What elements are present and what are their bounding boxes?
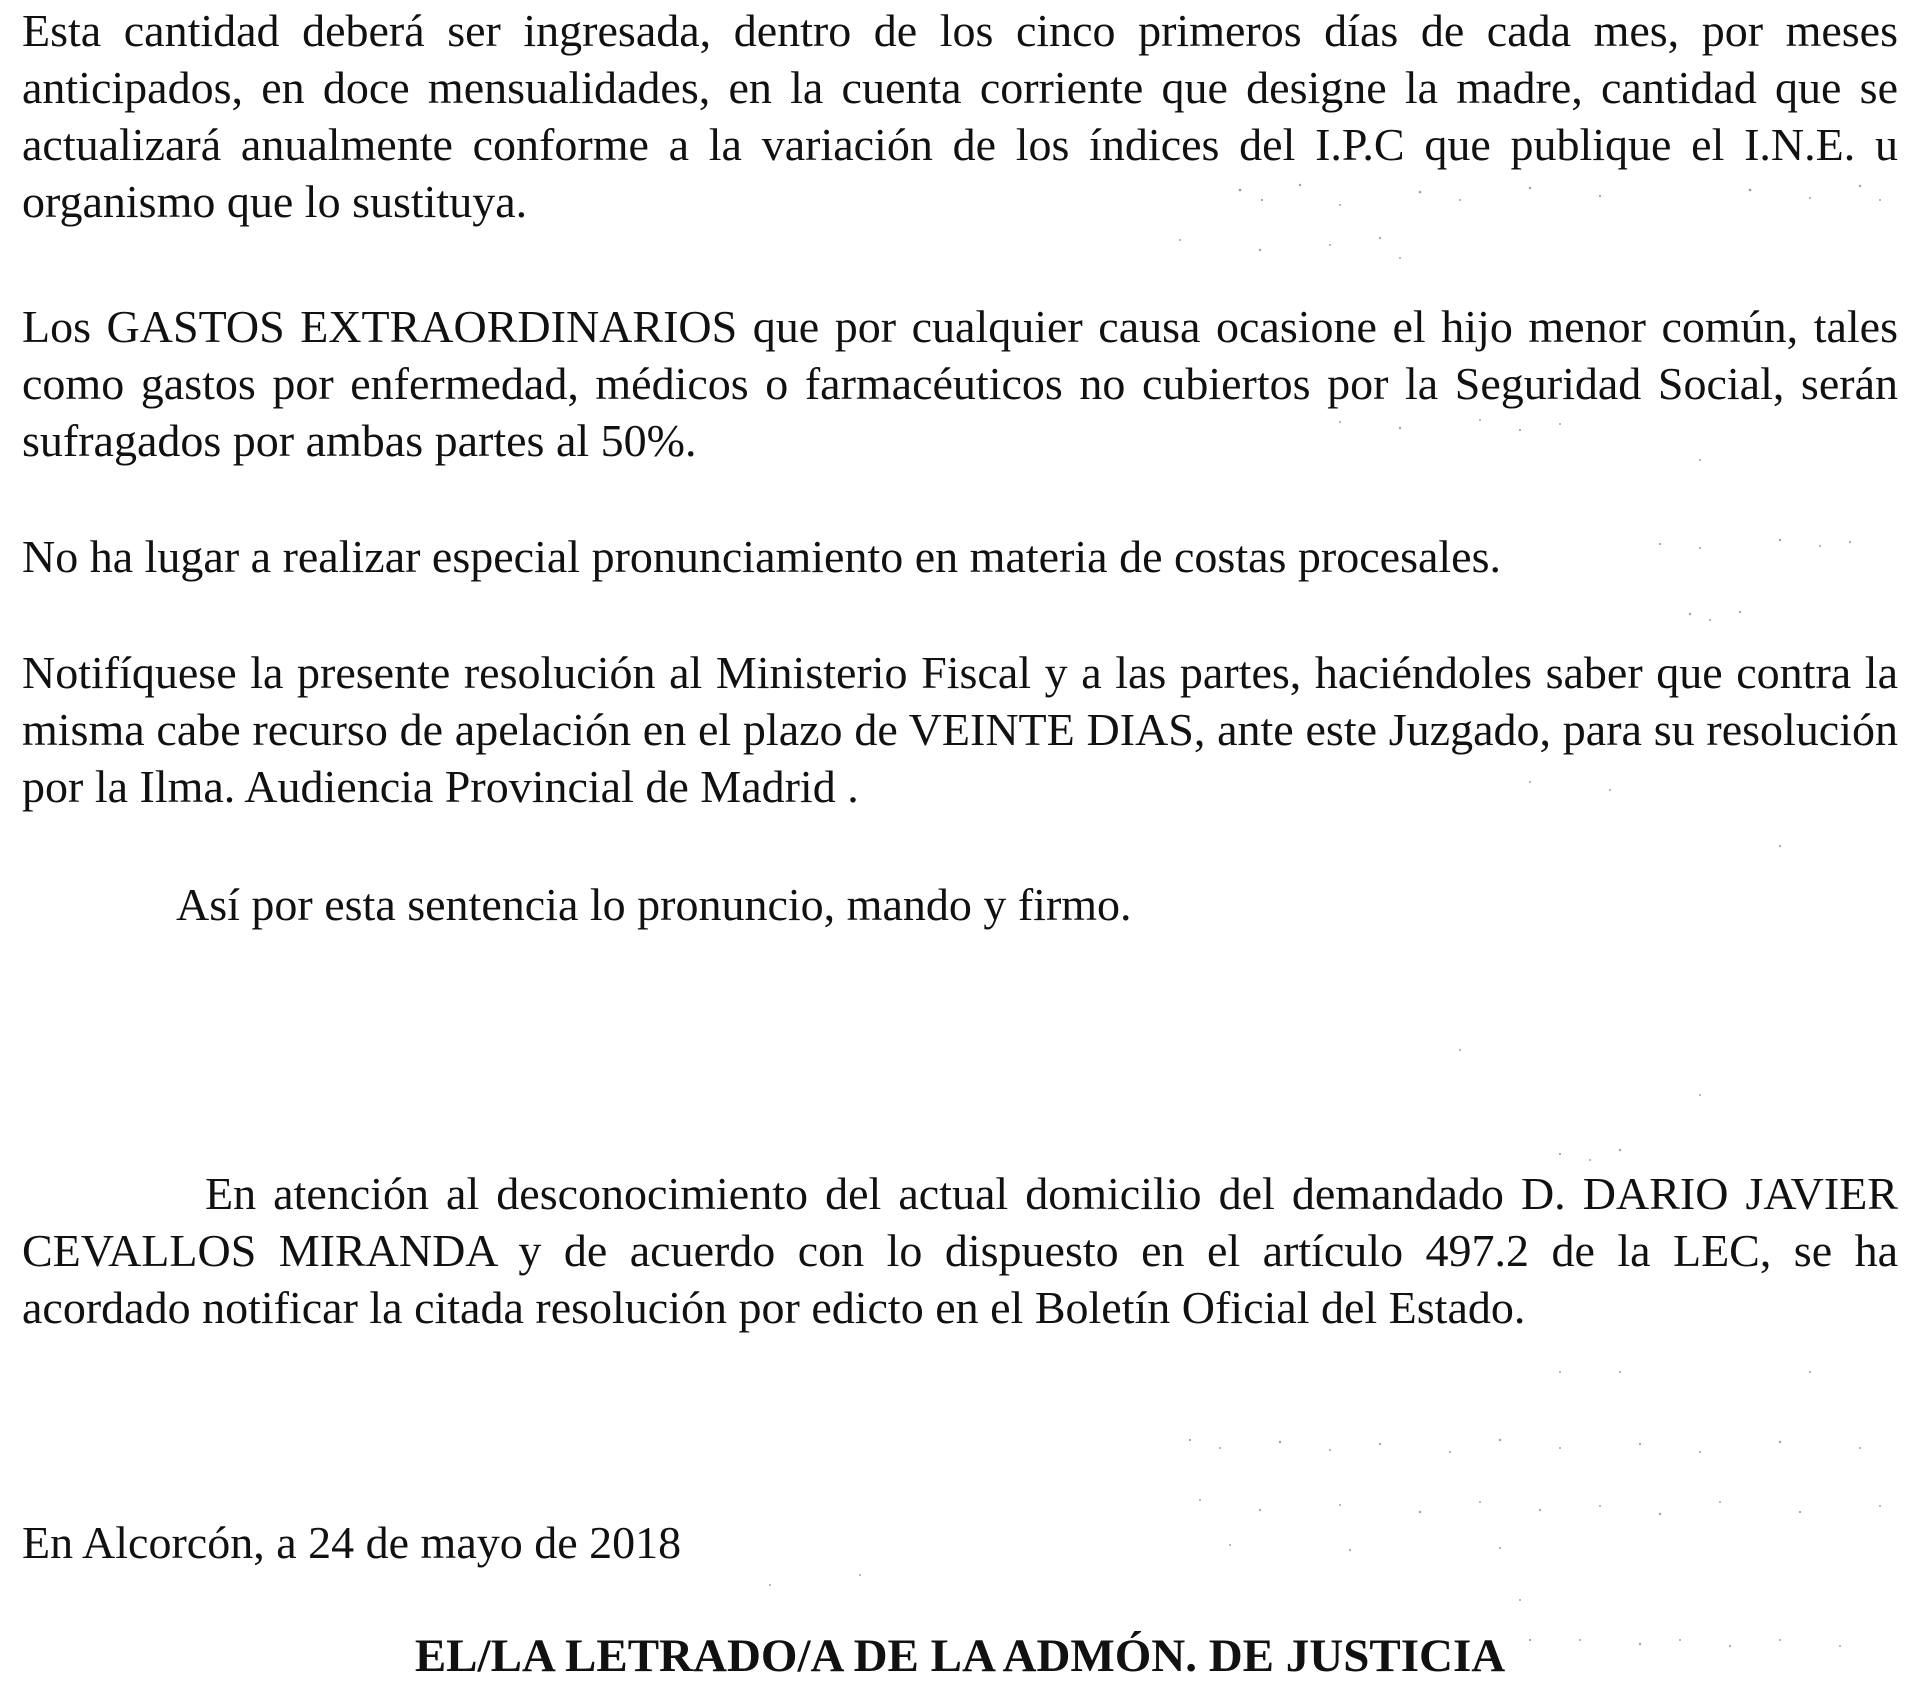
paragraph-costs: No ha lugar a realizar especial pronunciamiento en materia de costas procesales.	[22, 531, 1501, 582]
paragraph-extraordinary-expenses: Los GASTOS EXTRAORDINARIOS que por cualquier causa ocasione el hijo menor común, tales como gastos por enfermedad, médicos o farmacéuticos no cubiertos por la Seguridad Social, serán sufragados por ambas partes al 50%.	[22, 301, 1898, 466]
paragraph-edict-notice: En atención al desconocimiento del actual domicilio del demandado D. DARIO JAVIER CEVALLOS MIRANDA y de acuerdo con lo dispuesto en el artículo 497.2 de la LEC, se ha acordado notificar la citada resolución por edicto en el Boletín Oficial del Estado.	[22, 1168, 1898, 1333]
paragraph-notification: Notifíquese la presente resolución al Ministerio Fiscal y a las partes, haciéndoles saber que contra la misma cabe recurso de apelación en el plazo de VEINTE DIAS, ante este Juzgado, para su resolución por la Ilma. Audiencia Provincial de Madrid .	[22, 647, 1898, 812]
paragraph-payment-terms: Esta cantidad deberá ser ingresada, dentro de los cinco primeros días de cada mes, por meses anticipados, en doce mensualidades, en la cuenta corriente que designe la madre, cantidad que se actualizará anualmente conforme a la variación de los índices del I.P.C que publique el I.N.E. u organismo que lo sustituya.	[22, 5, 1898, 227]
signature-title: EL/LA LETRADO/A DE LA ADMÓN. DE JUSTICIA	[414, 1630, 1506, 1682]
paragraph-closing-formula: Así por esta sentencia lo pronuncio, mando y firmo.	[176, 879, 1132, 930]
place-and-date: En Alcorcón, a 24 de mayo de 2018	[22, 1517, 682, 1568]
